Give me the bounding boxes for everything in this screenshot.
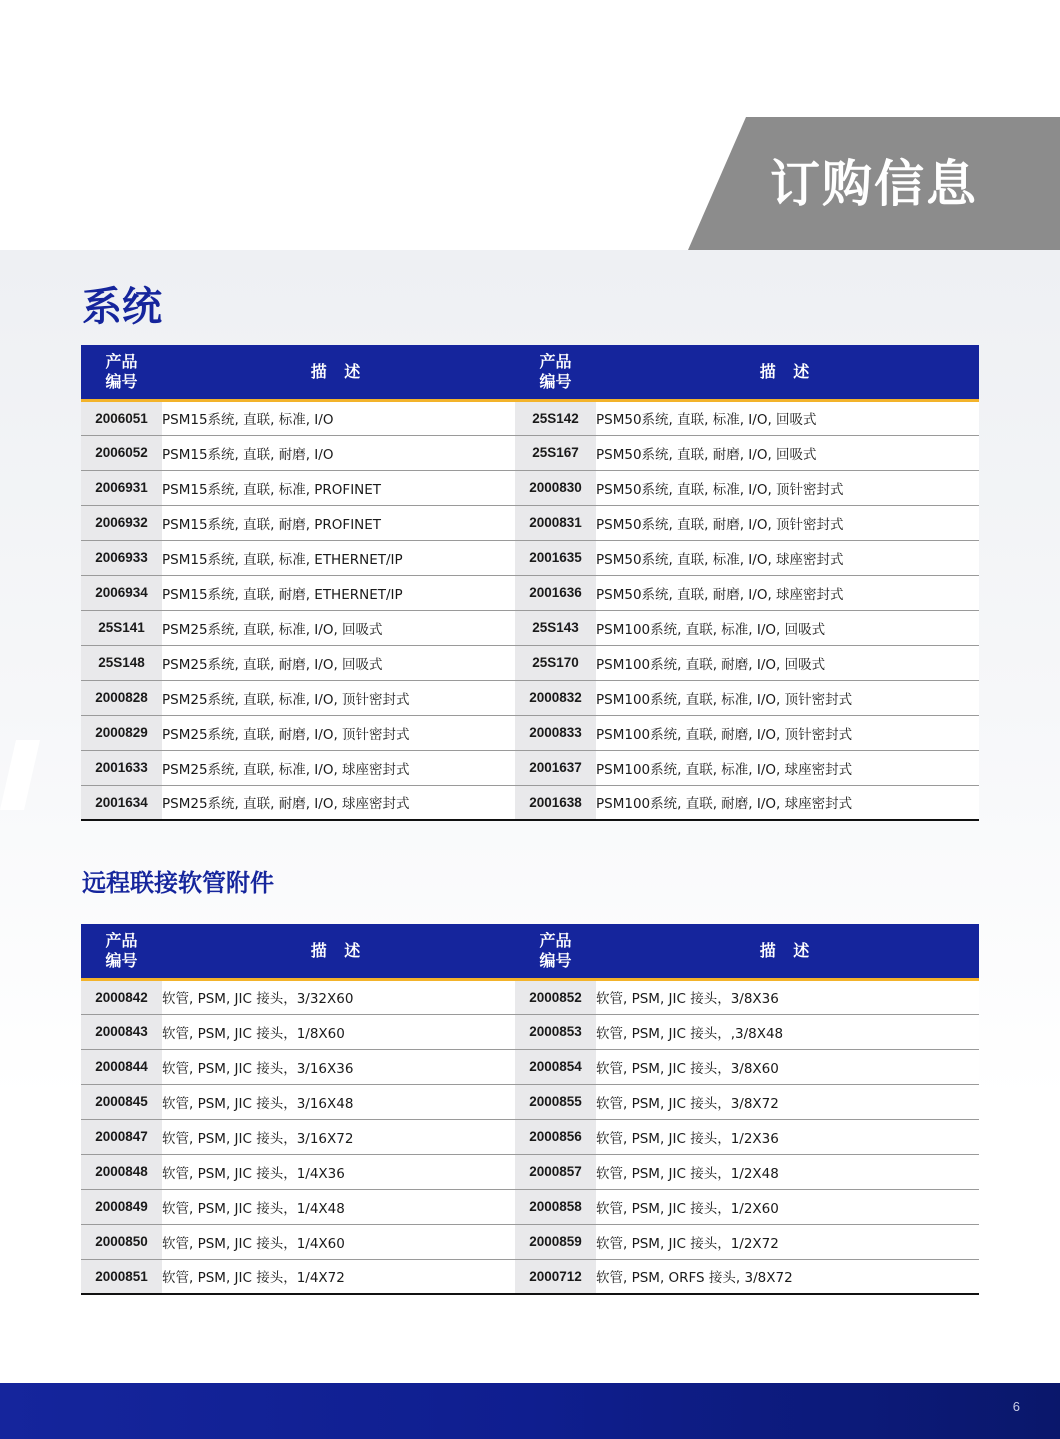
product-description: 软管, PSM, JIC 接头，1/2X48 <box>596 1154 979 1189</box>
product-code: 2000859 <box>515 1224 596 1259</box>
product-code: 2000851 <box>81 1259 162 1294</box>
product-description: PSM100系统, 直联, 耐磨, I/O, 顶针密封式 <box>596 715 979 750</box>
product-description: PSM100系统, 直联, 耐磨, I/O, 球座密封式 <box>596 785 979 820</box>
product-code: 2001636 <box>515 575 596 610</box>
product-description: PSM15系统, 直联, 标准, PROFINET <box>162 470 515 505</box>
product-code: 2001633 <box>81 750 162 785</box>
product-description: PSM15系统, 直联, 耐磨, ETHERNET/IP <box>162 575 515 610</box>
product-code: 2000844 <box>81 1049 162 1084</box>
product-description: PSM50系统, 直联, 耐磨, I/O, 顶针密封式 <box>596 505 979 540</box>
header-product-code: 产品 编号 <box>515 345 596 400</box>
table-row <box>81 1224 979 1259</box>
product-code: 2000852 <box>515 979 596 1014</box>
product-description: PSM15系统, 直联, 标准, I/O <box>162 400 515 435</box>
product-description: 软管, PSM, JIC 接头，3/16X48 <box>162 1084 515 1119</box>
product-code: 2001635 <box>515 540 596 575</box>
product-code: 2000848 <box>81 1154 162 1189</box>
product-description: 软管, PSM, JIC 接头，1/2X36 <box>596 1119 979 1154</box>
table-row <box>81 435 979 470</box>
product-description: PSM50系统, 直联, 标准, I/O, 顶针密封式 <box>596 470 979 505</box>
header-description: 描 述 <box>162 345 515 400</box>
product-description: PSM25系统, 直联, 耐磨, I/O, 回吸式 <box>162 645 515 680</box>
product-description: PSM100系统, 直联, 标准, I/O, 回吸式 <box>596 610 979 645</box>
product-description: 软管, PSM, JIC 接头，3/8X72 <box>596 1084 979 1119</box>
header-description: 描 述 <box>596 345 979 400</box>
table-row <box>81 1049 979 1084</box>
table-row <box>81 785 979 820</box>
product-code: 25S148 <box>81 645 162 680</box>
product-code: 25S143 <box>515 610 596 645</box>
product-code: 2000828 <box>81 680 162 715</box>
header-description: 描 述 <box>162 924 515 979</box>
product-code: 2000829 <box>81 715 162 750</box>
table-row <box>81 645 979 680</box>
product-description: PSM25系统, 直联, 标准, I/O, 球座密封式 <box>162 750 515 785</box>
page-number: 6 <box>1012 1399 1020 1414</box>
section-heading-systems: 系统 <box>82 284 162 330</box>
product-code: 2000833 <box>515 715 596 750</box>
product-description: 软管, PSM, JIC 接头，1/2X60 <box>596 1189 979 1224</box>
product-code: 2006931 <box>81 470 162 505</box>
product-description: 软管, PSM, JIC 接头，3/32X60 <box>162 979 515 1014</box>
header-product-code: 产品 编号 <box>81 345 162 400</box>
product-description: PSM50系统, 直联, 标准, I/O, 回吸式 <box>596 400 979 435</box>
product-code: 2000842 <box>81 979 162 1014</box>
product-description: PSM15系统, 直联, 标准, ETHERNET/IP <box>162 540 515 575</box>
product-code: 2006933 <box>81 540 162 575</box>
product-description: PSM25系统, 直联, 耐磨, I/O, 球座密封式 <box>162 785 515 820</box>
header-product-code: 产品 编号 <box>515 924 596 979</box>
product-description: PSM25系统, 直联, 标准, I/O, 回吸式 <box>162 610 515 645</box>
product-code: 25S167 <box>515 435 596 470</box>
product-description: 软管, PSM, JIC 接头，1/2X72 <box>596 1224 979 1259</box>
table-row <box>81 979 979 1014</box>
product-description: PSM15系统, 直联, 耐磨, I/O <box>162 435 515 470</box>
product-description: PSM50系统, 直联, 耐磨, I/O, 回吸式 <box>596 435 979 470</box>
product-code: 2001634 <box>81 785 162 820</box>
product-code: 2000845 <box>81 1084 162 1119</box>
product-description: 软管, PSM, JIC 接头，3/16X72 <box>162 1119 515 1154</box>
product-code: 2006052 <box>81 435 162 470</box>
footer-bar <box>0 1383 1060 1439</box>
header-description: 描 述 <box>596 924 979 979</box>
table-row <box>81 715 979 750</box>
product-code: 25S142 <box>515 400 596 435</box>
product-description: 软管, PSM, ORFS 接头, 3/8X72 <box>596 1259 979 1294</box>
product-code: 2000850 <box>81 1224 162 1259</box>
product-description: 软管, PSM, JIC 接头，3/8X60 <box>596 1049 979 1084</box>
product-code: 2000712 <box>515 1259 596 1294</box>
table-row <box>81 1014 979 1049</box>
product-code: 2000858 <box>515 1189 596 1224</box>
product-code: 2001638 <box>515 785 596 820</box>
product-code: 2001637 <box>515 750 596 785</box>
product-description: 软管, PSM, JIC 接头，1/8X60 <box>162 1014 515 1049</box>
product-description: 软管, PSM, JIC 接头，1/4X48 <box>162 1189 515 1224</box>
table-row <box>81 1154 979 1189</box>
product-code: 2000831 <box>515 505 596 540</box>
table-row <box>81 750 979 785</box>
table-row <box>81 1259 979 1294</box>
table-row <box>81 505 979 540</box>
table-row <box>81 1119 979 1154</box>
product-code: 25S170 <box>515 645 596 680</box>
product-code: 2000853 <box>515 1014 596 1049</box>
table-row <box>81 1084 979 1119</box>
product-description: 软管, PSM, JIC 接头，1/4X60 <box>162 1224 515 1259</box>
product-description: PSM25系统, 直联, 耐磨, I/O, 顶针密封式 <box>162 715 515 750</box>
product-description: PSM100系统, 直联, 耐磨, I/O, 回吸式 <box>596 645 979 680</box>
product-description: 软管, PSM, JIC 接头，1/4X36 <box>162 1154 515 1189</box>
product-code: 2000854 <box>515 1049 596 1084</box>
product-code: 2000857 <box>515 1154 596 1189</box>
product-code: 2006932 <box>81 505 162 540</box>
product-code: 2000830 <box>515 470 596 505</box>
table-row <box>81 540 979 575</box>
product-description: PSM50系统, 直联, 标准, I/O, 球座密封式 <box>596 540 979 575</box>
product-code: 25S141 <box>81 610 162 645</box>
product-description: 软管, PSM, JIC 接头，3/8X36 <box>596 979 979 1014</box>
product-code: 2000849 <box>81 1189 162 1224</box>
systems-table <box>81 345 979 821</box>
header-product-code: 产品 编号 <box>81 924 162 979</box>
product-code: 2000855 <box>515 1084 596 1119</box>
product-description: 软管, PSM, JIC 接头，,3/8X48 <box>596 1014 979 1049</box>
table-row <box>81 610 979 645</box>
product-description: 软管, PSM, JIC 接头，1/4X72 <box>162 1259 515 1294</box>
product-description: PSM15系统, 直联, 耐磨, PROFINET <box>162 505 515 540</box>
table-row <box>81 400 979 435</box>
product-code: 2000847 <box>81 1119 162 1154</box>
product-code: 2000843 <box>81 1014 162 1049</box>
product-code: 2006934 <box>81 575 162 610</box>
table-row <box>81 680 979 715</box>
product-description: PSM100系统, 直联, 标准, I/O, 球座密封式 <box>596 750 979 785</box>
table-header-row <box>81 924 979 979</box>
table-row <box>81 575 979 610</box>
product-code: 2000856 <box>515 1119 596 1154</box>
table-row <box>81 470 979 505</box>
table-row <box>81 1189 979 1224</box>
product-code: 2000832 <box>515 680 596 715</box>
product-description: PSM100系统, 直联, 标准, I/O, 顶针密封式 <box>596 680 979 715</box>
section-heading-hose-accessories: 远程联接软管附件 <box>82 869 274 897</box>
page-title: 订购信息 <box>770 155 978 213</box>
product-description: PSM25系统, 直联, 标准, I/O, 顶针密封式 <box>162 680 515 715</box>
product-description: PSM50系统, 直联, 耐磨, I/O, 球座密封式 <box>596 575 979 610</box>
table-header-row <box>81 345 979 400</box>
product-code: 2006051 <box>81 400 162 435</box>
hose-accessories-table <box>81 924 979 1295</box>
product-description: 软管, PSM, JIC 接头，3/16X36 <box>162 1049 515 1084</box>
